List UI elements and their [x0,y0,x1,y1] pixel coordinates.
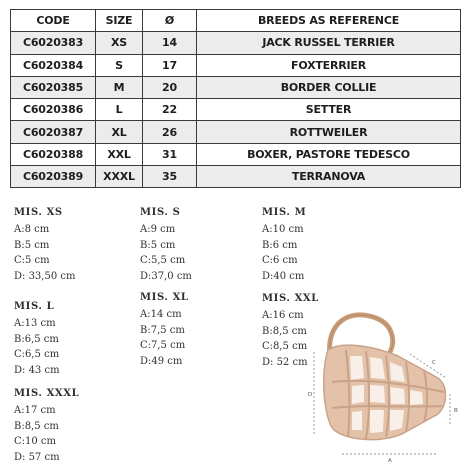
measure-c: C:8,5 cm [262,341,308,353]
measure-c: C:6 cm [262,255,298,267]
header-code: CODE [11,10,96,32]
cell-code: C6020389 [11,166,96,188]
cell-size: XL [96,121,143,143]
cell-breed: ROTTWEILER [197,121,461,143]
cell-breed: BORDER COLLIE [197,76,461,98]
cell-size: M [96,76,143,98]
cell-size: XXL [96,143,143,165]
cell-diameter: 20 [143,76,197,98]
measure-title: MIS. M [262,207,307,218]
table-row [11,99,461,121]
dimension-label: B [454,408,458,414]
cell-code: C6020388 [11,143,96,165]
measure-title: MIS. L [14,301,55,312]
cell-breed: JACK RUSSEL TERRIER [197,32,461,54]
measure-d: D:49 cm [140,355,183,367]
header-breeds: BREEDS AS REFERENCE [197,10,461,32]
measure-d: D:37,0 cm [140,270,192,282]
cell-breed: FOXTERRIER [197,54,461,76]
measure-a: A:14 cm [140,309,182,320]
dimension-label: A [388,458,392,464]
measure-c: C:6,5 cm [14,349,60,361]
measure-block-m [262,207,392,284]
measure-a: A:9 cm [140,224,176,235]
table-row [11,121,461,143]
size-table [10,9,461,188]
measure-title: MIS. XS [14,207,63,218]
cell-diameter: 14 [143,32,197,54]
header-diameter: Ø [143,10,197,32]
measure-a: A:10 cm [262,224,304,235]
cell-code: C6020386 [11,99,96,121]
measure-b: B:6 cm [262,239,298,251]
cell-diameter: 35 [143,166,197,188]
cell-size: XXXL [96,166,143,188]
measure-a: A:16 cm [262,310,304,321]
measure-block-l [14,301,144,378]
dimension-label: D [308,392,313,398]
measure-d: D: 52 cm [262,356,308,368]
measure-block-xs [14,207,144,284]
table-row [11,54,461,76]
measure-d: D: 43 cm [14,364,60,376]
measure-d: D: 33,50 cm [14,270,76,282]
measure-block-xl [140,292,270,369]
cell-size: L [96,99,143,121]
dimension-label: C [432,360,436,366]
cell-code: C6020384 [11,54,96,76]
measure-c: C:5,5 cm [140,255,186,267]
measure-title: MIS. S [140,207,181,218]
measure-b: B:6,5 cm [14,333,59,345]
cell-breed: BOXER, PASTORE TEDESCO [197,143,461,165]
cell-diameter: 22 [143,99,197,121]
cell-size: XS [96,32,143,54]
cell-breed: TERRANOVA [197,166,461,188]
measure-title: MIS. XXL [262,293,319,304]
measure-b: B:5 cm [14,239,50,251]
measure-a: A:17 cm [14,405,56,416]
measure-a: A:8 cm [14,224,50,235]
measure-block-xxxl [14,388,144,465]
table-row [11,143,461,165]
cell-diameter: 17 [143,54,197,76]
cell-diameter: 26 [143,121,197,143]
table-header-row [11,10,461,32]
measure-b: B:8,5 cm [14,420,59,432]
cell-diameter: 31 [143,143,197,165]
table-row [11,166,461,188]
cell-code: C6020383 [11,32,96,54]
cell-size: S [96,54,143,76]
measure-d: D:40 cm [262,270,305,282]
measure-b: B:7,5 cm [140,324,185,336]
measure-c: C:10 cm [14,436,57,448]
measure-block-s [140,207,270,284]
measure-c: C:7,5 cm [140,340,186,352]
muzzle-illustration [306,304,468,464]
table-row [11,32,461,54]
table-row [11,76,461,98]
measure-title: MIS. XXXL [14,388,80,399]
measure-b: B:8,5 cm [262,325,307,337]
measure-title: MIS. XL [140,292,189,303]
measure-c: C:5 cm [14,255,50,267]
measure-a: A:13 cm [14,318,56,329]
measure-b: B:5 cm [140,239,176,251]
header-size: SIZE [96,10,143,32]
cell-breed: SETTER [197,99,461,121]
cell-code: C6020385 [11,76,96,98]
cell-code: C6020387 [11,121,96,143]
measure-d: D: 57 cm [14,451,60,463]
